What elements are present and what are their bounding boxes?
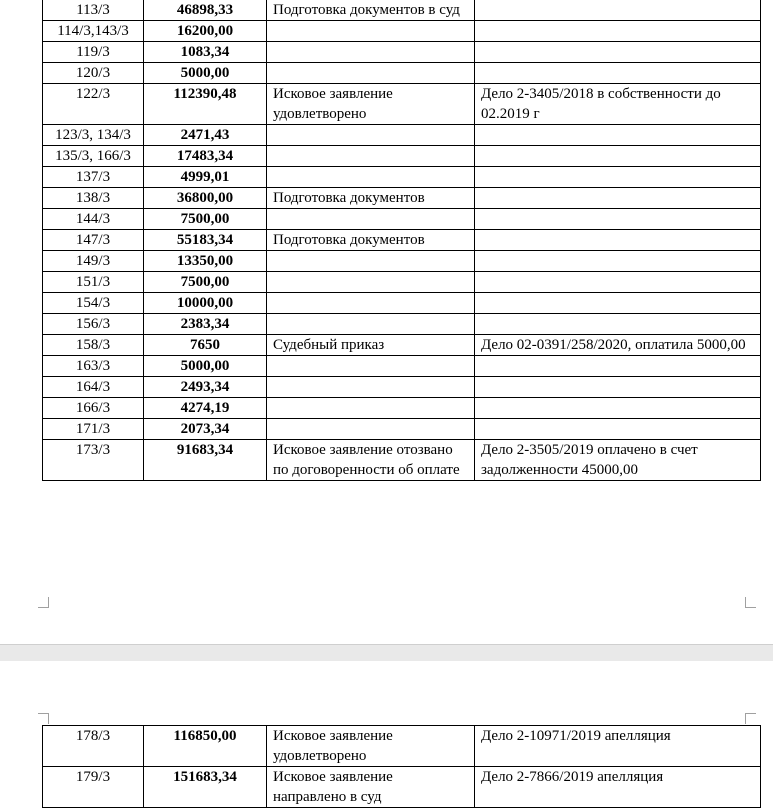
room-number-cell: 120/3 bbox=[43, 63, 144, 84]
note-cell: Дело 2-3405/2018 в собственности до 02.2019 г bbox=[475, 84, 761, 125]
room-number-cell: 138/3 bbox=[43, 188, 144, 209]
room-number-cell: 119/3 bbox=[43, 42, 144, 63]
page-corner-mark bbox=[745, 597, 756, 608]
table-row bbox=[43, 230, 761, 251]
room-number-cell: 179/3 bbox=[43, 767, 144, 808]
room-number-cell: 122/3 bbox=[43, 84, 144, 125]
document-page-2 bbox=[0, 661, 773, 807]
table-row bbox=[43, 63, 761, 84]
status-cell bbox=[267, 293, 475, 314]
table-row bbox=[43, 335, 761, 356]
room-number-cell: 164/3 bbox=[43, 377, 144, 398]
amount-cell: 46898,33 bbox=[144, 0, 267, 21]
room-number-cell: 166/3 bbox=[43, 398, 144, 419]
status-cell: Исковое заявление удовлетворено bbox=[267, 726, 475, 767]
note-cell bbox=[475, 251, 761, 272]
status-cell: Судебный приказ bbox=[267, 335, 475, 356]
room-number-cell: 114/3,143/3 bbox=[43, 21, 144, 42]
status-cell bbox=[267, 398, 475, 419]
status-cell bbox=[267, 21, 475, 42]
table-row bbox=[43, 419, 761, 440]
status-cell bbox=[267, 125, 475, 146]
note-cell bbox=[475, 314, 761, 335]
note-cell: Дело 2-3505/2019 оплачено в счет задолженности 45000,00 bbox=[475, 440, 761, 481]
note-cell bbox=[475, 398, 761, 419]
page-corner-mark bbox=[38, 597, 49, 608]
amount-cell: 2493,34 bbox=[144, 377, 267, 398]
status-cell bbox=[267, 167, 475, 188]
note-cell bbox=[475, 272, 761, 293]
page-break-gap bbox=[0, 644, 773, 662]
status-cell: Подготовка документов bbox=[267, 188, 475, 209]
amount-cell: 2073,34 bbox=[144, 419, 267, 440]
note-cell bbox=[475, 230, 761, 251]
amount-cell: 2471,43 bbox=[144, 125, 267, 146]
amount-cell: 16200,00 bbox=[144, 21, 267, 42]
room-number-cell: 173/3 bbox=[43, 440, 144, 481]
table-row bbox=[43, 272, 761, 293]
status-cell: Исковое заявление направлено в суд bbox=[267, 767, 475, 808]
amount-cell: 7500,00 bbox=[144, 272, 267, 293]
amount-cell: 55183,34 bbox=[144, 230, 267, 251]
amount-cell: 17483,34 bbox=[144, 146, 267, 167]
table-row bbox=[43, 293, 761, 314]
room-number-cell: 178/3 bbox=[43, 726, 144, 767]
room-number-cell: 149/3 bbox=[43, 251, 144, 272]
note-cell bbox=[475, 188, 761, 209]
status-cell: Исковое заявление отозвано по договоренности об оплате bbox=[267, 440, 475, 481]
table-row bbox=[43, 440, 761, 481]
status-cell bbox=[267, 42, 475, 63]
table-row bbox=[43, 167, 761, 188]
note-cell bbox=[475, 356, 761, 377]
table-row bbox=[43, 251, 761, 272]
status-cell bbox=[267, 377, 475, 398]
note-cell bbox=[475, 0, 761, 21]
table-row bbox=[43, 356, 761, 377]
note-cell bbox=[475, 377, 761, 398]
room-number-cell: 163/3 bbox=[43, 356, 144, 377]
table-row bbox=[43, 84, 761, 125]
amount-cell: 5000,00 bbox=[144, 356, 267, 377]
room-number-cell: 113/3 bbox=[43, 0, 144, 21]
note-cell: Дело 02-0391/258/2020, оплатила 5000,00 bbox=[475, 335, 761, 356]
status-cell: Подготовка документов в суд bbox=[267, 0, 475, 21]
amount-cell: 36800,00 bbox=[144, 188, 267, 209]
amount-cell: 4274,19 bbox=[144, 398, 267, 419]
table-row bbox=[43, 125, 761, 146]
room-number-cell: 137/3 bbox=[43, 167, 144, 188]
amount-cell: 5000,00 bbox=[144, 63, 267, 84]
note-cell bbox=[475, 21, 761, 42]
table-row bbox=[43, 188, 761, 209]
status-cell bbox=[267, 209, 475, 230]
note-cell: Дело 2-7866/2019 апелляция bbox=[475, 767, 761, 808]
note-cell bbox=[475, 125, 761, 146]
note-cell bbox=[475, 63, 761, 84]
table-row bbox=[43, 42, 761, 63]
status-cell: Исковое заявление удовлетворено bbox=[267, 84, 475, 125]
table-row bbox=[43, 0, 761, 21]
room-number-cell: 154/3 bbox=[43, 293, 144, 314]
table-row bbox=[43, 21, 761, 42]
table-row bbox=[43, 209, 761, 230]
room-number-cell: 156/3 bbox=[43, 314, 144, 335]
room-number-cell: 147/3 bbox=[43, 230, 144, 251]
note-cell bbox=[475, 42, 761, 63]
note-cell bbox=[475, 146, 761, 167]
amount-cell: 116850,00 bbox=[144, 726, 267, 767]
note-cell: Дело 2-10971/2019 апелляция bbox=[475, 726, 761, 767]
page-corner-mark bbox=[745, 713, 756, 724]
amount-cell: 7500,00 bbox=[144, 209, 267, 230]
amount-cell: 91683,34 bbox=[144, 440, 267, 481]
note-cell bbox=[475, 167, 761, 188]
amount-cell: 1083,34 bbox=[144, 42, 267, 63]
status-cell bbox=[267, 272, 475, 293]
note-cell bbox=[475, 209, 761, 230]
room-number-cell: 135/3, 166/3 bbox=[43, 146, 144, 167]
status-cell bbox=[267, 146, 475, 167]
debt-table-continued bbox=[42, 725, 761, 808]
amount-cell: 151683,34 bbox=[144, 767, 267, 808]
table-row bbox=[43, 726, 761, 767]
amount-cell: 7650 bbox=[144, 335, 267, 356]
status-cell bbox=[267, 251, 475, 272]
table-row bbox=[43, 398, 761, 419]
table-row bbox=[43, 767, 761, 808]
status-cell bbox=[267, 356, 475, 377]
amount-cell: 112390,48 bbox=[144, 84, 267, 125]
room-number-cell: 144/3 bbox=[43, 209, 144, 230]
table-row bbox=[43, 146, 761, 167]
note-cell bbox=[475, 419, 761, 440]
room-number-cell: 158/3 bbox=[43, 335, 144, 356]
status-cell bbox=[267, 419, 475, 440]
table-row bbox=[43, 314, 761, 335]
page-corner-mark bbox=[38, 713, 49, 724]
note-cell bbox=[475, 293, 761, 314]
status-cell bbox=[267, 314, 475, 335]
table-row bbox=[43, 377, 761, 398]
status-cell: Подготовка документов bbox=[267, 230, 475, 251]
room-number-cell: 151/3 bbox=[43, 272, 144, 293]
amount-cell: 13350,00 bbox=[144, 251, 267, 272]
room-number-cell: 123/3, 134/3 bbox=[43, 125, 144, 146]
amount-cell: 10000,00 bbox=[144, 293, 267, 314]
amount-cell: 4999,01 bbox=[144, 167, 267, 188]
room-number-cell: 171/3 bbox=[43, 419, 144, 440]
status-cell bbox=[267, 63, 475, 84]
debt-table bbox=[42, 0, 761, 481]
amount-cell: 2383,34 bbox=[144, 314, 267, 335]
